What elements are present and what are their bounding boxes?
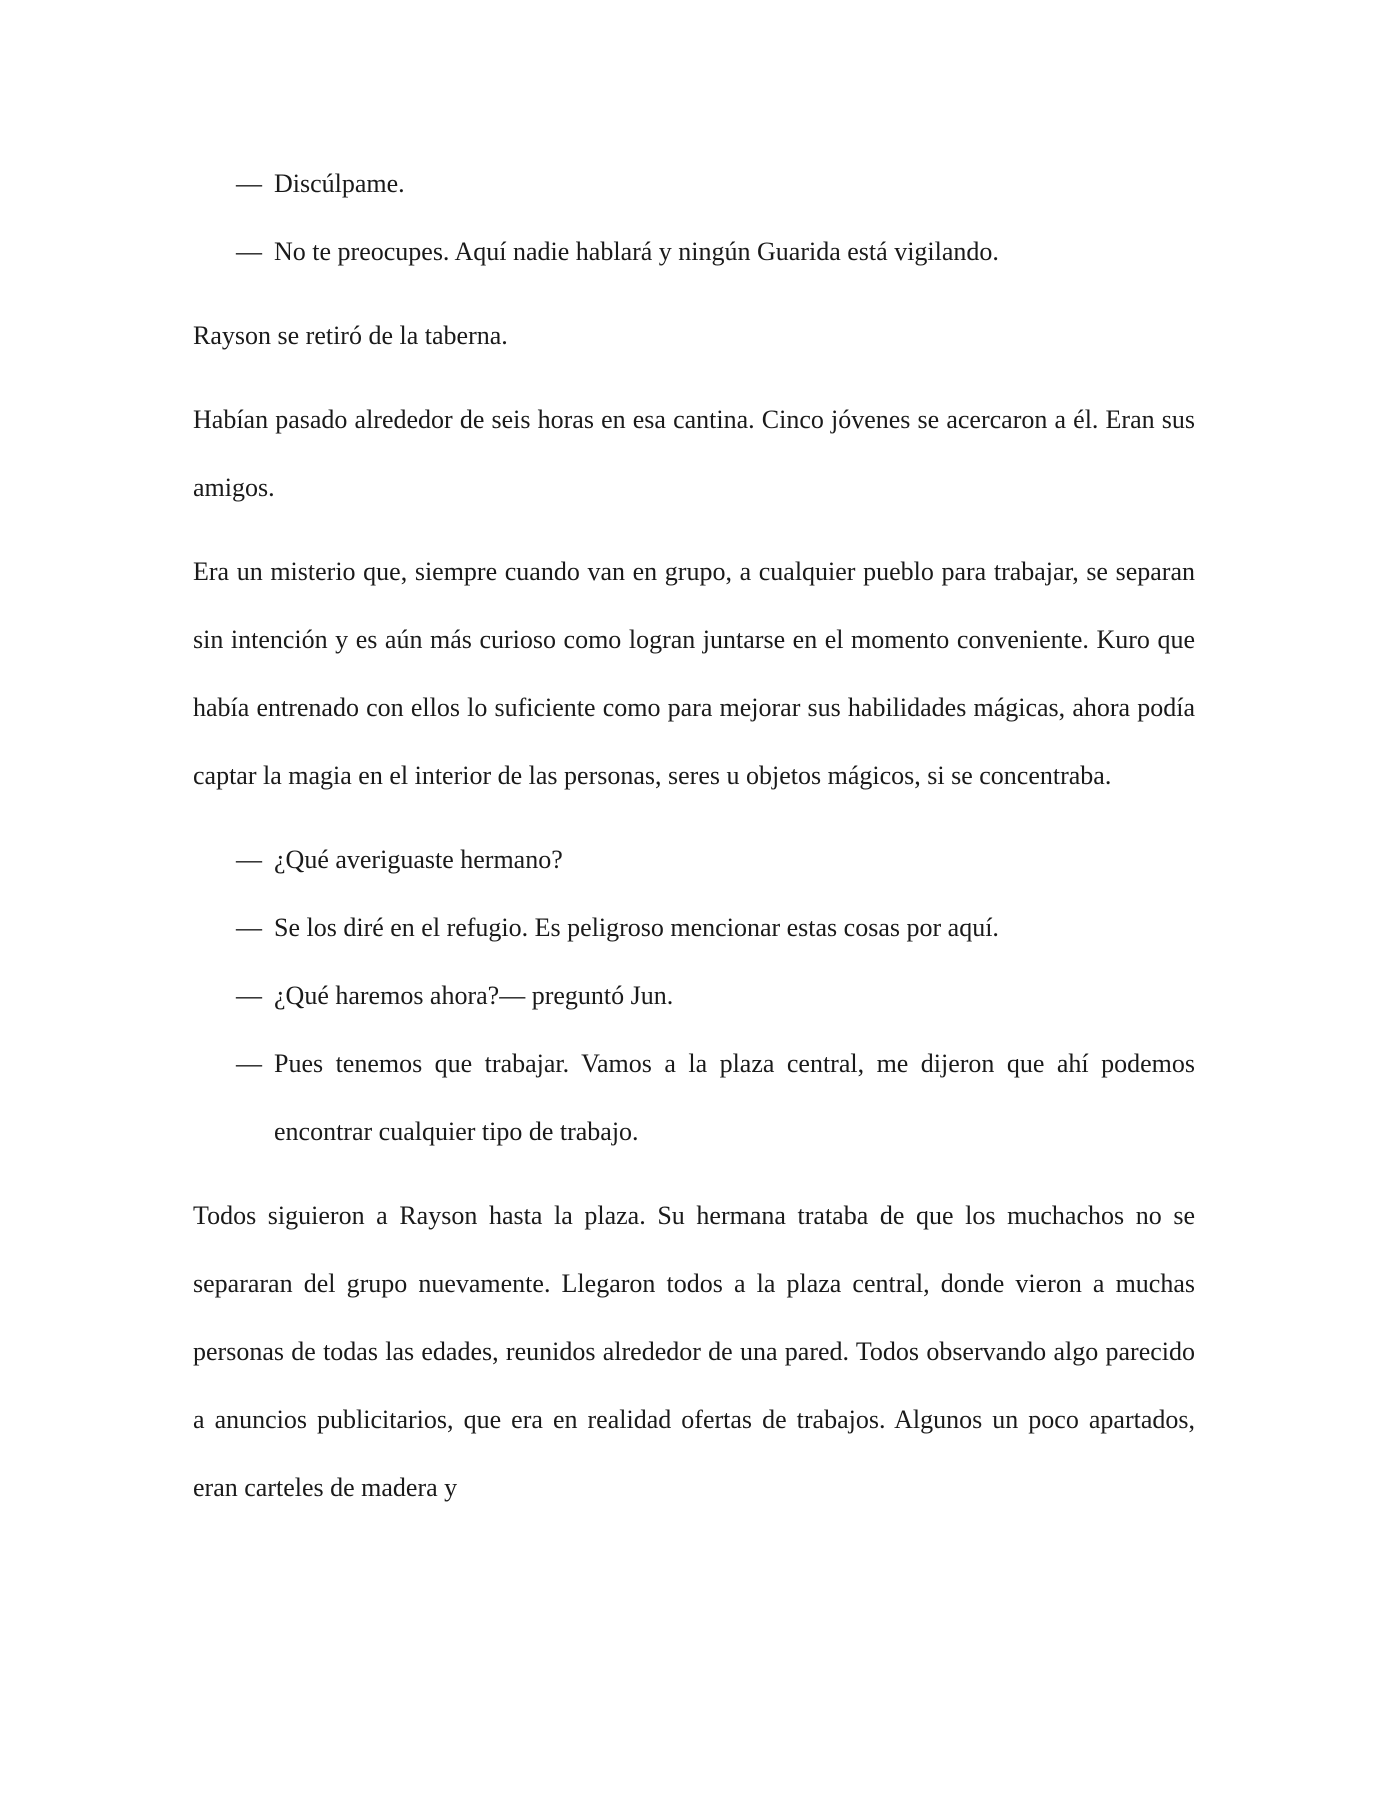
dialogue-dash: — (236, 913, 262, 942)
dialogue-dash: — (236, 845, 262, 874)
dialogue-dash: — (236, 981, 262, 1010)
dialogue-line (193, 150, 1195, 218)
dialogue-text: No te preocupes. Aquí nadie hablará y ningún Guarida está vigilando. (274, 237, 999, 266)
dialogue-text: Pues tenemos que trabajar. Vamos a la plaza central, me dijeron que ahí podemos encontrar cualquier tipo de trabajo. (274, 1049, 1195, 1146)
dialogue-text: ¿Qué haremos ahora?— preguntó Jun. (274, 981, 674, 1010)
paragraph: Todos siguieron a Rayson hasta la plaza. Su hermana trataba de que los muchachos no se separaran del grupo nuevamente. Llegaron todos a la plaza central, donde vieron a muchas personas de todas las edades, reunidos alrededor de una pared. Todos observando algo parecido a anuncios publicitarios, que era en realidad ofertas de trabajos. Algunos un poco apartados, eran carteles de madera y (193, 1201, 1195, 1502)
dialogue-line (193, 1030, 1195, 1166)
dialogue-line (193, 218, 1195, 286)
dialogue-line (193, 826, 1195, 894)
dialogue-group-2 (193, 826, 1195, 1166)
paragraph: Rayson se retiró de la taberna. (193, 321, 508, 350)
dialogue-group-1 (193, 150, 1195, 286)
paragraph: Era un misterio que, siempre cuando van en grupo, a cualquier pueblo para trabajar, se separan sin intención y es aún más curioso como logran juntarse en el momento conveniente. Kuro que había entrenado con ellos lo suficiente como para mejorar sus habilidades mágicas, ahora podía captar la magia en el interior de las personas, seres u objetos mágicos, si se concentraba. (193, 557, 1195, 790)
page-text (193, 150, 1195, 1522)
dialogue-text: Se los diré en el refugio. Es peligroso mencionar estas cosas por aquí. (274, 913, 999, 942)
dialogue-text: ¿Qué averiguaste hermano? (274, 845, 563, 874)
dialogue-dash: — (236, 1049, 262, 1078)
dialogue-dash: — (236, 169, 262, 198)
dialogue-text: Discúlpame. (274, 169, 405, 198)
dialogue-line (193, 962, 1195, 1030)
paragraph: Habían pasado alrededor de seis horas en esa cantina. Cinco jóvenes se acercaron a él. Eran sus amigos. (193, 405, 1195, 502)
dialogue-line (193, 894, 1195, 962)
dialogue-dash: — (236, 237, 262, 266)
